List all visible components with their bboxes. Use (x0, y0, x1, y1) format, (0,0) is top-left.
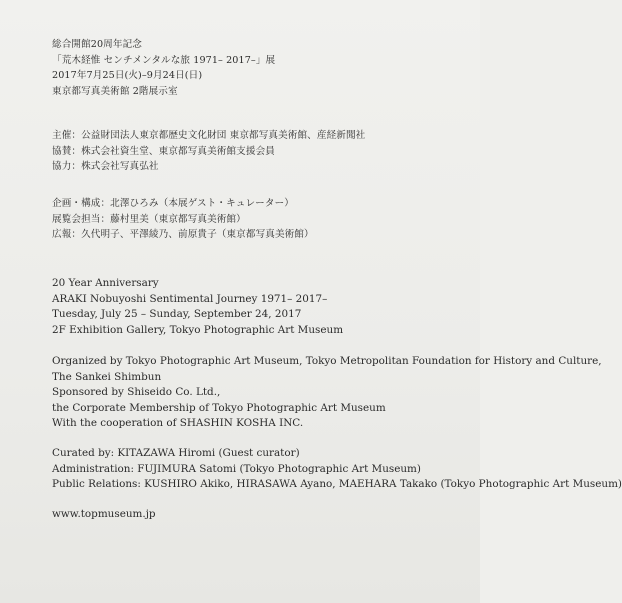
jp-staff-line: 広報：久代明子、平澤綾乃、前原貴子（東京都写真美術館） (52, 229, 314, 240)
en-organizer-line: With the cooperation of SHASHIN KOSHA INC. (52, 417, 304, 430)
jp-organizer-line: 主催：公益財団法人東京都歴史文化財団 東京都写真美術館、産経新聞社 (52, 130, 366, 141)
jp-event-line: 2017年7月25日(火)–9月24日(日) (52, 70, 203, 81)
en-event-line: ARAKI Nobuyoshi Sentimental Journey 1971– 2017– (52, 292, 328, 305)
jp-event-line: 東京都写真美術館 2階展示室 (52, 85, 178, 97)
en-organizers (52, 354, 602, 432)
jp-event-line: 「荒木経惟 センチメンタルな旅 1971– 2017–」展 (52, 54, 276, 66)
en-staff (52, 446, 622, 493)
jp-organizers (52, 128, 480, 175)
en-organizer-line: the Corporate Membership of Tokyo Photographic Art Museum (52, 401, 386, 414)
en-organizer-line: The Sankei Shimbun (52, 370, 162, 383)
en-event-info (52, 276, 480, 338)
en-organizer-line: Sponsored by Shiseido Co. Ltd., (52, 386, 221, 399)
website-block (52, 507, 480, 523)
website-url[interactable]: www.topmuseum.jp (52, 508, 156, 520)
jp-organizer-line: 協賛：株式会社資生堂、東京都写真美術館支援会員 (52, 145, 275, 157)
jp-event-line: 総合開館20周年記念 (52, 39, 142, 50)
jp-staff (52, 196, 480, 243)
en-event-line: 20 Year Anniversary (52, 277, 159, 289)
jp-staff-line: 展覧会担当：藤村里美（東京都写真美術館） (52, 213, 246, 225)
en-event-line: 2F Exhibition Gallery, Tokyo Photographic Art Museum (52, 323, 344, 336)
jp-event-info (52, 37, 480, 99)
en-event-line: Tuesday, July 25 – Sunday, September 24, 2017 (52, 308, 302, 321)
en-staff-line: Curated by: KITAZAWA Hiromi (Guest curator) (52, 447, 300, 459)
en-staff-line: Administration: FUJIMURA Satomi (Tokyo Photographic Art Museum) (52, 462, 421, 475)
en-staff-line: Public Relations: KUSHIRO Akiko, HIRASAWA Ayano, MAEHARA Takako (Tokyo Photographic Art Museum) (52, 478, 622, 491)
jp-staff-line: 企画・構成：北澤ひろみ（本展ゲスト・キュレーター） (52, 198, 294, 209)
en-organizer-line: Organized by Tokyo Photographic Art Museum, Tokyo Metropolitan Foundation for History and Culture, (52, 355, 602, 367)
jp-organizer-line: 協力：株式会社写真弘社 (52, 161, 159, 172)
